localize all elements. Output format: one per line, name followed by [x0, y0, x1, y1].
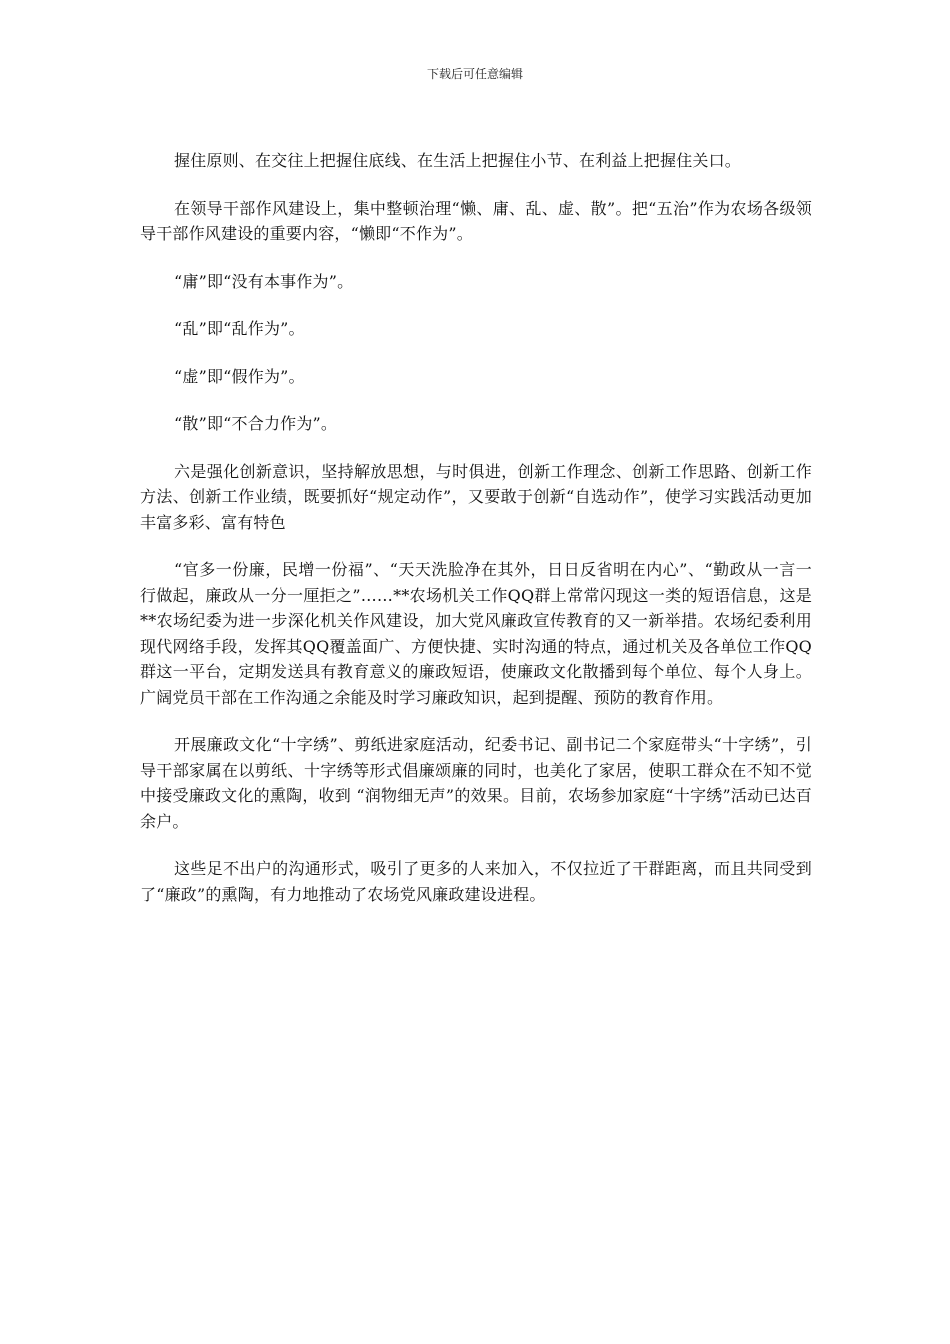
paragraph-6: “散”即“不合力作为”。 [174, 414, 338, 433]
paragraph-1: 握住原则、在交往上把握住底线、在生活上把握住小节、在利益上把握住关口。 [174, 151, 742, 170]
paragraph-8: “官多一份廉，民增一份福”、“天天洗脸净在其外，日日反省明在内心”、“勤政从一言一行做起，廉政从一分一厘拒之”……**农场机关工作QQ群上常常闪现这一类的短语信息，这是**农场纪委为进一步深化机关作风建设，加大党风廉政宣传教育的又一新举措。农场纪委利用现代网络手段，发挥其QQ覆盖面广、方便快捷、实时沟通的特点，通过机关及各单位工作QQ群这一平台，定期发送具有教育意义的廉政短语，使廉政文化散播到每个单位、每个人身上。广阔党员干部在工作沟通之余能及时学习廉政知识，起到提醒、预防的教育作用。 [140, 560, 812, 707]
paragraph-4: “乱”即“乱作为”。 [174, 319, 305, 338]
paragraph-2: 在领导干部作风建设上，集中整顿治理“懒、庸、乱、虚、散”。把“五治”作为农场各级领导干部作风建设的重要内容，“懒即“不作为”。 [140, 198, 812, 243]
page-header-note: 下载后可任意编辑 [426, 67, 523, 81]
paragraph-9: 开展廉政文化“十字绣”、剪纸进家庭活动，纪委书记、副书记二个家庭带头“十字绣”，引导干部家属在以剪纸、十字绣等形式倡廉颂廉的同时，也美化了家居，使职工群众在不知不觉中接受廉政文化的熏陶，收到 “润物细无声”的效果。目前，农场参加家庭“十字绣”活动已达百余户。 [140, 735, 812, 831]
paragraph-5: “虚”即“假作为”。 [174, 366, 305, 386]
document-body [140, 148, 812, 929]
paragraph-3: “庸”即“没有本事作为”。 [174, 271, 354, 291]
paragraph-7: 六是强化创新意识，坚持解放思想，与时俱进，创新工作理念、创新工作思路、创新工作方法、创新工作业绩，既要抓好“规定动作”，又要敢于创新“自选动作”，使学习实践活动更加丰富多彩、富有特色 [140, 461, 812, 532]
paragraph-10: 这些足不出户的沟通形式，吸引了更多的人来加入，不仅拉近了干群距离，而且共同受到了“廉政”的熏陶，有力地推动了农场党风廉政建设进程。 [140, 859, 812, 904]
